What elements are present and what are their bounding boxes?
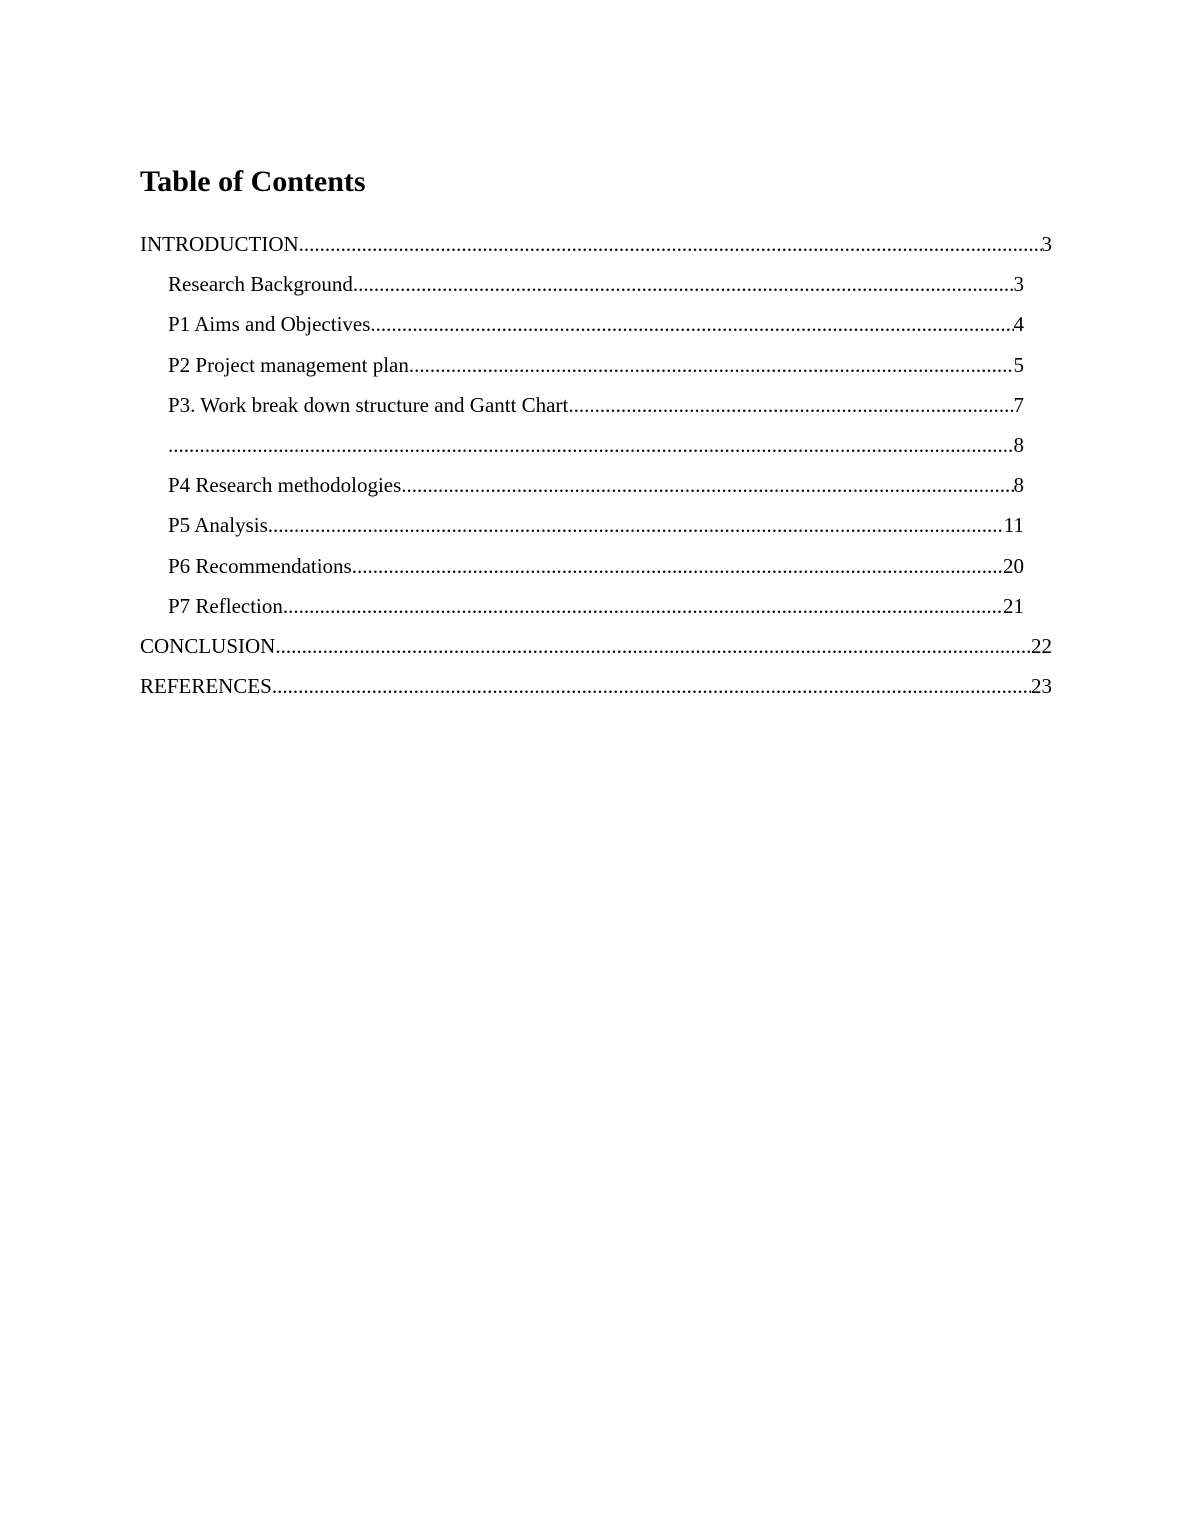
toc-entry-p5-analysis[interactable] — [168, 505, 1024, 545]
toc-entry-p3-wbs[interactable] — [168, 385, 1024, 425]
dot-leader — [353, 264, 1014, 304]
dot-leader — [352, 546, 1003, 586]
toc-page-number: 20 — [1003, 553, 1024, 578]
toc-entry-text: REFERENCES — [140, 674, 272, 699]
toc-page-number: 11 — [1003, 513, 1024, 538]
toc-entry-text: Research Background — [168, 272, 353, 297]
dot-leader — [275, 626, 1031, 666]
toc-page-number: 4 — [1013, 312, 1024, 337]
toc-entry-text: P7 Reflection — [168, 593, 283, 618]
dot-leader — [401, 465, 1013, 505]
toc-entry-p1-aims[interactable] — [168, 304, 1024, 344]
toc-entry-p2-plan[interactable] — [168, 345, 1024, 385]
toc-entry-text: P5 Analysis — [168, 513, 268, 538]
toc-entry-text: P2 Project management plan — [168, 352, 409, 377]
toc-entry-text: P3. Work break down structure and Gantt Chart — [168, 392, 569, 417]
toc-entry-conclusion[interactable] — [140, 626, 1052, 666]
toc-entry-p7-reflection[interactable] — [168, 586, 1024, 626]
toc-page-number: 8 — [1013, 432, 1024, 457]
dot-leader — [168, 425, 1014, 465]
dot-leader — [283, 586, 1003, 626]
dot-leader — [370, 304, 1013, 344]
toc-page-number: 7 — [1013, 392, 1024, 417]
toc-entry-untitled[interactable] — [168, 425, 1024, 465]
toc-page-number: 3 — [1013, 272, 1024, 297]
toc-page-number: 22 — [1031, 633, 1052, 658]
dot-leader — [268, 505, 1004, 545]
toc-entry-text: P4 Research methodologies — [168, 473, 402, 498]
dot-leader — [409, 345, 1014, 385]
toc-page-number: 5 — [1013, 352, 1024, 377]
toc-page-number: 21 — [1003, 593, 1024, 618]
toc-entry-text: P1 Aims and Objectives — [168, 312, 371, 337]
toc-entry-p4-methodologies[interactable] — [168, 465, 1024, 505]
dot-leader — [272, 666, 1031, 706]
toc-page-number: 3 — [1041, 232, 1052, 256]
toc-page-number: 8 — [1013, 473, 1024, 498]
toc-entry-references[interactable] — [140, 666, 1052, 706]
toc-entry-text: P6 Recommendations — [168, 553, 352, 578]
toc-entry-p6-recommendations[interactable] — [168, 546, 1024, 586]
toc-list — [140, 224, 1052, 706]
toc-title: Table of Contents — [140, 165, 366, 198]
toc-entry-introduction[interactable] — [140, 224, 1052, 264]
toc-page-number: 23 — [1031, 674, 1052, 699]
toc-entry-research-background[interactable] — [168, 264, 1024, 304]
toc-entry-text: INTRODUCTION — [140, 232, 299, 256]
dot-leader — [299, 224, 1042, 264]
toc-entry-text: CONCLUSION — [140, 633, 276, 658]
dot-leader — [568, 385, 1013, 425]
